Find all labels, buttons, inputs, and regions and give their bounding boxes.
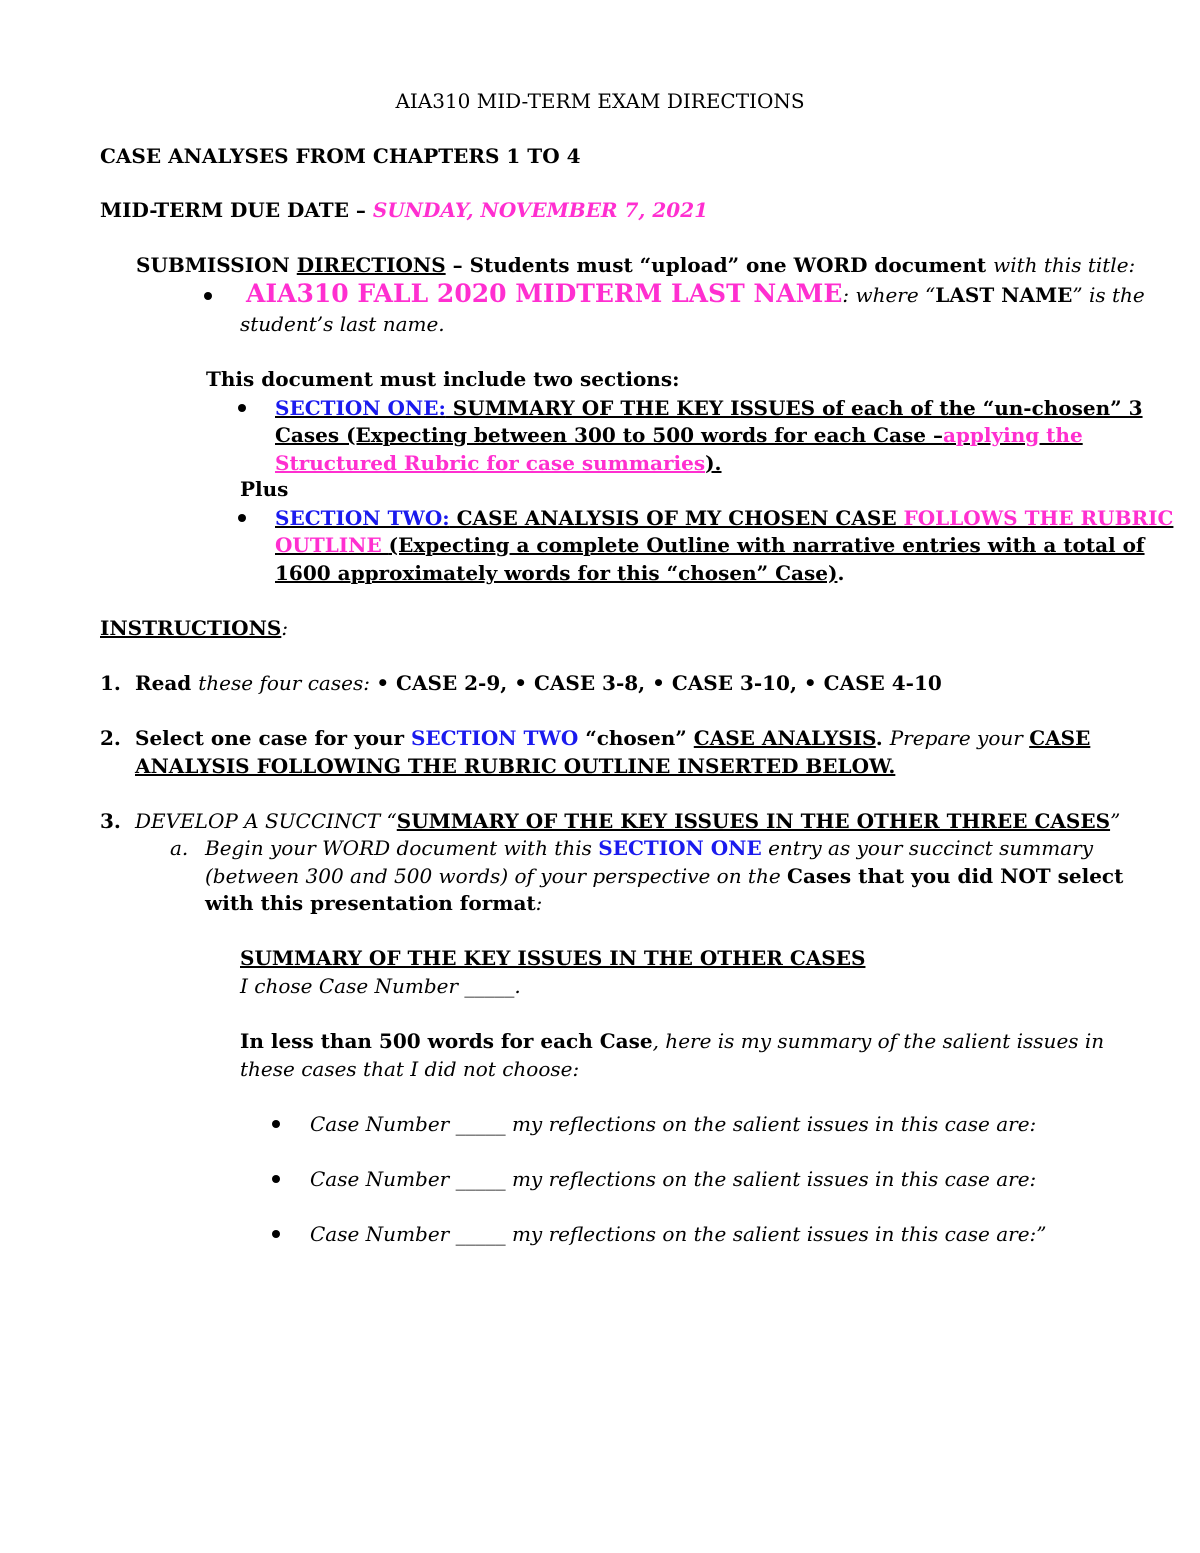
- section-two-line-2: [275, 532, 1145, 558]
- begin-text: Begin your WORD document with this: [205, 836, 599, 860]
- bullet-icon: [272, 1120, 280, 1128]
- chosen-text: “chosen”: [578, 726, 694, 750]
- plus-label: Plus: [240, 477, 289, 501]
- submission-text: – Students must “upload” one WORD document: [445, 253, 994, 277]
- directions-label: DIRECTIONS: [296, 253, 446, 277]
- due-date-line: [100, 197, 708, 223]
- title-format-line-2: student’s last name.: [240, 312, 445, 336]
- rubric-outline-2: OUTLINE: [275, 533, 389, 557]
- instruction-1: [135, 670, 942, 696]
- item-number-1: 1.: [100, 671, 121, 695]
- last-name-label: LAST NAME: [935, 283, 1073, 307]
- title-format-note-end: ” is the: [1072, 283, 1145, 307]
- bullet-icon: [238, 404, 246, 412]
- closing-quote: ”: [1110, 809, 1121, 833]
- prepare-text: Prepare your: [889, 726, 1030, 750]
- item-number-3: 3.: [100, 809, 121, 833]
- case-analysis-ref: CASE ANALYSIS: [693, 726, 876, 750]
- instructions-heading: INSTRUCTIONS: [100, 616, 282, 640]
- section-one-line-2: [275, 422, 1083, 448]
- less-than-line-1: [240, 1028, 1104, 1054]
- period: .: [875, 726, 890, 750]
- subtitle: CASE ANALYSES FROM CHAPTERS 1 TO 4: [100, 144, 581, 168]
- instruction-2-line-2: ANALYSIS FOLLOWING THE RUBRIC OUTLINE INSERTED BELOW.: [135, 754, 896, 778]
- case-number-item: Case Number _____ my reflections on the salient issues in this case are:: [310, 1167, 1037, 1191]
- case-number-item: Case Number _____ my reflections on the salient issues in this case are:: [310, 1112, 1037, 1136]
- bullet-icon: [238, 514, 246, 522]
- submission-label: SUBMISSION: [136, 253, 297, 277]
- section-one-end: ).: [705, 451, 722, 475]
- due-label: MID-TERM DUE DATE –: [100, 198, 373, 222]
- instructions-heading-line: [100, 615, 288, 641]
- section-two-end: .: [837, 561, 845, 585]
- section-one-ref: SECTION ONE: [598, 836, 762, 860]
- section-one-line-3: [275, 450, 722, 476]
- chose-line: I chose Case Number _____.: [240, 974, 521, 998]
- case-label: CASE: [1029, 726, 1091, 750]
- select-text: Select one case for your: [135, 726, 411, 750]
- section-two-ref: SECTION TWO: [410, 726, 579, 750]
- section-two-text: CASE ANALYSIS OF MY CHOSEN CASE: [449, 506, 904, 530]
- bullet-icon: [204, 292, 212, 300]
- item-number-2: 2.: [100, 726, 121, 750]
- title-format-line: [246, 281, 1145, 308]
- not-selected-text: Cases that you did NOT select: [787, 864, 1124, 888]
- section-one-text: SUMMARY OF THE KEY ISSUES of each of the “un-chosen” 3: [445, 396, 1143, 420]
- section-two-line-1: [275, 505, 1173, 531]
- section-one-text-2: Cases (Expecting between 300 to 500 words for each Case –: [275, 423, 943, 447]
- sub-item-a-label: a.: [170, 836, 189, 860]
- title-format-note: : where “: [842, 283, 936, 307]
- section-two-text-3: 1600 approximately words for this “chosen” Case): [275, 561, 838, 585]
- submission-line: [136, 252, 1135, 278]
- summary-ref: SUMMARY OF THE KEY ISSUES IN THE OTHER THREE CASES: [396, 809, 1111, 833]
- case-number-item: Case Number _____ my reflections on the salient issues in this case are:”: [310, 1222, 1047, 1246]
- sub-item-a-line-3: [205, 890, 542, 916]
- template-heading: SUMMARY OF THE KEY ISSUES IN THE OTHER CASES: [240, 946, 866, 970]
- instruction-2-line-1: [135, 725, 1090, 751]
- develop-text: DEVELOP A SUCCINCT “: [135, 809, 397, 833]
- page-title: AIA310 MID-TERM EXAM DIRECTIONS: [395, 89, 805, 113]
- sections-intro: This document must include two sections:: [206, 367, 680, 391]
- sub-item-a-line-2: [205, 863, 1123, 889]
- section-one-line-1: [275, 395, 1143, 421]
- instructions-colon: :: [281, 616, 289, 640]
- rubric-link-1: applying the: [942, 423, 1083, 447]
- format-colon: :: [535, 891, 543, 915]
- summary-text: , here is my summary of the salient issues in: [652, 1029, 1105, 1053]
- title-format: AIA310 FALL 2020 MIDTERM LAST NAME: [246, 279, 843, 308]
- less-than-text: In less than 500 words for each Case: [240, 1029, 653, 1053]
- section-one-label: SECTION ONE:: [275, 396, 446, 420]
- bullet-icon: [272, 1175, 280, 1183]
- rubric-outline-1: FOLLOWS THE RUBRIC: [903, 506, 1174, 530]
- section-two-line-3: [275, 560, 844, 586]
- bullet-icon: [272, 1230, 280, 1238]
- entry-text: entry as your succinct summary: [761, 836, 1094, 860]
- presentation-format-text: with this presentation format: [205, 891, 536, 915]
- rubric-link-2: Structured Rubric for case summaries: [275, 451, 706, 475]
- read-label: Read: [135, 671, 199, 695]
- case-list: • CASE 2-9, • CASE 3-8, • CASE 3-10, • CASE 4-10: [376, 671, 942, 695]
- word-range-text: (between 300 and 500 words) of your perspective on the: [205, 864, 788, 888]
- four-cases-label: these four cases:: [198, 671, 377, 695]
- due-date: SUNDAY, NOVEMBER 7, 2021: [372, 198, 709, 222]
- sub-item-a-line-1: [205, 835, 1093, 861]
- section-two-text-2: (Expecting a complete Outline with narrative entries with a total of: [388, 533, 1145, 557]
- submission-italic: with this title:: [993, 253, 1136, 277]
- section-two-label: SECTION TWO:: [275, 506, 450, 530]
- instruction-3: [135, 808, 1120, 834]
- less-than-line-2: these cases that I did not choose:: [240, 1057, 580, 1081]
